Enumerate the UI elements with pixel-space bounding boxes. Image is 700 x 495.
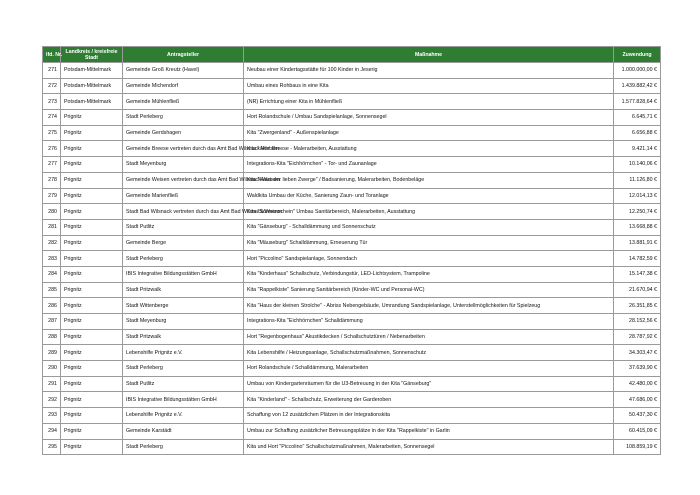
cell-massnahme: Hort "Regenbogenhaus" Akustikdecken / Schallschutztüren / Nebenarbeiten xyxy=(244,329,614,345)
cell-nr: 274 xyxy=(43,110,61,126)
cell-antragsteller: Stadt Putlitz xyxy=(123,219,244,235)
cell-zuwendung: 14.782,59 € xyxy=(614,251,661,267)
cell-massnahme: Kita und Hort "Piccolino" Schallschutzmaßnahmen, Malerarbeiten, Sonnensegel xyxy=(244,439,614,455)
cell-massnahme: Kita Lebenshilfe / Heizungsanlage, Schallschutzmaßnahmen, Sonnenschutz xyxy=(244,345,614,361)
cell-antragsteller: Stadt Pritzwalk xyxy=(123,329,244,345)
cell-massnahme: Kita "Haus der kleinen Strolche" - Abriss Nebengebäude, Umrandung Sandspielanlage, Unterstellmöglichkeiten für Spielzeug xyxy=(244,298,614,314)
cell-antragsteller: Stadt Perleberg xyxy=(123,251,244,267)
cell-landkreis: Prignitz xyxy=(61,141,123,157)
cell-landkreis: Prignitz xyxy=(61,408,123,424)
cell-antragsteller: Gemeinde Karstädt xyxy=(123,423,244,439)
cell-antragsteller: Stadt Wittenberge xyxy=(123,298,244,314)
cell-nr: 273 xyxy=(43,94,61,110)
cell-landkreis: Prignitz xyxy=(61,329,123,345)
cell-zuwendung: 12.250,74 € xyxy=(614,204,661,220)
table-row xyxy=(43,314,661,330)
cell-massnahme: Kita "Rappelkiste" Sanierung Sanitärbereich (Kinder-WC und Personal-WC) xyxy=(244,282,614,298)
funding-table xyxy=(42,46,661,455)
cell-nr: 293 xyxy=(43,408,61,424)
table-row xyxy=(43,282,661,298)
cell-nr: 294 xyxy=(43,423,61,439)
cell-landkreis: Prignitz xyxy=(61,345,123,361)
cell-zuwendung: 47.686,00 € xyxy=(614,392,661,408)
cell-landkreis: Prignitz xyxy=(61,282,123,298)
cell-zuwendung: 12.014,13 € xyxy=(614,188,661,204)
cell-zuwendung: 9.421,14 € xyxy=(614,141,661,157)
cell-landkreis: Prignitz xyxy=(61,266,123,282)
table-row xyxy=(43,329,661,345)
cell-nr: 295 xyxy=(43,439,61,455)
cell-nr: 280 xyxy=(43,204,61,220)
cell-nr: 285 xyxy=(43,282,61,298)
cell-zuwendung: 108.859,19 € xyxy=(614,439,661,455)
cell-nr: 279 xyxy=(43,188,61,204)
cell-nr: 276 xyxy=(43,141,61,157)
cell-zuwendung: 50.437,30 € xyxy=(614,408,661,424)
cell-zuwendung: 34.303,47 € xyxy=(614,345,661,361)
cell-nr: 288 xyxy=(43,329,61,345)
cell-massnahme: Umbau eines Rohbaus in eine Kita xyxy=(244,78,614,94)
cell-massnahme: Neubau einer Kindertagsstätte für 100 Kinder in Jeserig xyxy=(244,63,614,79)
cell-landkreis: Potsdam-Mittelmark xyxy=(61,94,123,110)
cell-nr: 289 xyxy=(43,345,61,361)
cell-massnahme: (NR) Errichtung einer Kita in Mühlenfließ xyxy=(244,94,614,110)
cell-antragsteller: Gemeinde Groß Kreutz (Havel) xyxy=(123,63,244,79)
cell-massnahme: Kita "Mäuseburg" Schalldämmung, Erneuerung Tür xyxy=(244,235,614,251)
table-row xyxy=(43,110,661,126)
cell-massnahme: Kita "Zwergenland" - Außenspielanlage xyxy=(244,125,614,141)
cell-antragsteller: Gemeinde Gerdshagen xyxy=(123,125,244,141)
cell-massnahme: Kita "Sonnenschein" Umbau Sanitärbereich, Malerarbeiten, Ausstattung xyxy=(244,204,614,220)
cell-landkreis: Prignitz xyxy=(61,314,123,330)
cell-zuwendung: 13.881,91 € xyxy=(614,235,661,251)
table-row xyxy=(43,408,661,424)
cell-massnahme: Hort "Piccolino" Sandspielanlage, Sonnendach xyxy=(244,251,614,267)
cell-landkreis: Prignitz xyxy=(61,361,123,377)
table-row xyxy=(43,188,661,204)
cell-zuwendung: 15.147,38 € xyxy=(614,266,661,282)
header-massnahme: Maßnahme xyxy=(244,47,614,63)
cell-landkreis: Prignitz xyxy=(61,235,123,251)
cell-massnahme: Kita "Gänseburg" - Schalldämmung und Sonnenschutz xyxy=(244,219,614,235)
cell-nr: 283 xyxy=(43,251,61,267)
table-row xyxy=(43,439,661,455)
cell-nr: 281 xyxy=(43,219,61,235)
cell-zuwendung: 13.668,88 € xyxy=(614,219,661,235)
cell-zuwendung: 42.480,00 € xyxy=(614,376,661,392)
cell-antragsteller: IBIS Integrative Bildungsstätten GmbH xyxy=(123,392,244,408)
header-zuwendung: Zuwendung xyxy=(614,47,661,63)
table-header xyxy=(43,47,661,63)
cell-nr: 287 xyxy=(43,314,61,330)
cell-nr: 286 xyxy=(43,298,61,314)
table-row xyxy=(43,78,661,94)
cell-landkreis: Prignitz xyxy=(61,110,123,126)
cell-antragsteller: Gemeinde Breese vertreten durch das Amt Bad Wilsnack/Weisen xyxy=(123,141,244,157)
cell-zuwendung: 26.351,85 € xyxy=(614,298,661,314)
cell-antragsteller: Lebenshilfe Prignitz e.V. xyxy=(123,408,244,424)
cell-zuwendung: 11.126,80 € xyxy=(614,172,661,188)
cell-landkreis: Prignitz xyxy=(61,157,123,173)
cell-landkreis: Prignitz xyxy=(61,423,123,439)
cell-nr: 271 xyxy=(43,63,61,79)
cell-nr: 272 xyxy=(43,78,61,94)
cell-massnahme: Kita "Kinderland" - Schallschutz, Erweiterung der Garderoben xyxy=(244,392,614,408)
cell-massnahme: Umbau zur Schaffung zusätzlicher Betreuungsplätze in der Kita "Rappelkiste" in Garlin xyxy=(244,423,614,439)
cell-antragsteller: Gemeinde Weisen vertreten durch das Amt Bad Wilsnack/Weisen xyxy=(123,172,244,188)
cell-landkreis: Prignitz xyxy=(61,204,123,220)
table-row xyxy=(43,298,661,314)
table-row xyxy=(43,63,661,79)
cell-zuwendung: 21.670,94 € xyxy=(614,282,661,298)
cell-landkreis: Prignitz xyxy=(61,251,123,267)
table-row xyxy=(43,219,661,235)
header-row xyxy=(43,47,661,63)
cell-massnahme: Kita "Haus der lieben Zwerge" / Badsanierung, Malerarbeiten, Bodenbeläge xyxy=(244,172,614,188)
table-row xyxy=(43,204,661,220)
cell-zuwendung: 37.639,90 € xyxy=(614,361,661,377)
cell-massnahme: Hort Rolandschule / Schalldämmung, Malerarbeiten xyxy=(244,361,614,377)
cell-landkreis: Prignitz xyxy=(61,439,123,455)
cell-antragsteller: Gemeinde Marienfließ xyxy=(123,188,244,204)
table-row xyxy=(43,172,661,188)
cell-antragsteller: IBIS Integrative Bildungsstätten GmbH xyxy=(123,266,244,282)
cell-landkreis: Potsdam-Mittelmark xyxy=(61,78,123,94)
cell-landkreis: Prignitz xyxy=(61,392,123,408)
cell-zuwendung: 1.000.000,00 € xyxy=(614,63,661,79)
cell-nr: 277 xyxy=(43,157,61,173)
cell-antragsteller: Stadt Perleberg xyxy=(123,439,244,455)
cell-antragsteller: Gemeinde Michendorf xyxy=(123,78,244,94)
cell-zuwendung: 1.439.882,42 € xyxy=(614,78,661,94)
cell-massnahme: Integrations-Kita "Eichhörnchen" Schalldämmung xyxy=(244,314,614,330)
cell-landkreis: Potsdam-Mittelmark xyxy=(61,63,123,79)
cell-nr: 291 xyxy=(43,376,61,392)
table-body xyxy=(43,63,661,455)
header-nr: lfd. Nr. xyxy=(43,47,61,63)
table-row xyxy=(43,157,661,173)
cell-massnahme: Integrations-Kita "Eichhörnchen" - Tor- und Zaunanlage xyxy=(244,157,614,173)
cell-antragsteller: Stadt Putlitz xyxy=(123,376,244,392)
cell-antragsteller: Stadt Pritzwalk xyxy=(123,282,244,298)
cell-nr: 275 xyxy=(43,125,61,141)
table-row xyxy=(43,141,661,157)
cell-nr: 292 xyxy=(43,392,61,408)
cell-zuwendung: 28.787,92 € xyxy=(614,329,661,345)
cell-antragsteller: Stadt Meyenburg xyxy=(123,157,244,173)
cell-nr: 284 xyxy=(43,266,61,282)
cell-landkreis: Prignitz xyxy=(61,125,123,141)
cell-landkreis: Prignitz xyxy=(61,188,123,204)
cell-antragsteller: Lebenshilfe Prignitz e.V. xyxy=(123,345,244,361)
cell-landkreis: Prignitz xyxy=(61,219,123,235)
cell-massnahme: Umbau von Kindergartenräumen für die U3-Betreuung in der Kita "Gänseburg" xyxy=(244,376,614,392)
cell-massnahme: Kita / Hort Breese - Malerarbeiten, Ausstattung xyxy=(244,141,614,157)
cell-antragsteller: Stadt Perleberg xyxy=(123,361,244,377)
cell-antragsteller: Stadt Meyenburg xyxy=(123,314,244,330)
cell-antragsteller: Stadt Bad Wilsnack vertreten durch das Amt Bad Wilsnack/Weisen xyxy=(123,204,244,220)
table-row xyxy=(43,266,661,282)
table-row xyxy=(43,235,661,251)
cell-antragsteller: Gemeinde Mühlenfließ xyxy=(123,94,244,110)
cell-nr: 282 xyxy=(43,235,61,251)
cell-zuwendung: 28.152,56 € xyxy=(614,314,661,330)
cell-landkreis: Prignitz xyxy=(61,376,123,392)
cell-zuwendung: 10.140,06 € xyxy=(614,157,661,173)
table-row xyxy=(43,125,661,141)
header-landkreis: Landkreis / kreisfreie Stadt xyxy=(61,47,123,63)
table-row xyxy=(43,361,661,377)
cell-zuwendung: 60.415,09 € xyxy=(614,423,661,439)
cell-nr: 278 xyxy=(43,172,61,188)
table-row xyxy=(43,345,661,361)
cell-massnahme: Hort Rolandschule / Umbau Sandspielanlage, Sonnensegel xyxy=(244,110,614,126)
cell-landkreis: Prignitz xyxy=(61,172,123,188)
cell-zuwendung: 6.645,71 € xyxy=(614,110,661,126)
table-row xyxy=(43,94,661,110)
cell-zuwendung: 1.577.828,64 € xyxy=(614,94,661,110)
cell-massnahme: Kita "Kinderhaus" Schallschutz, Verbindungstür, LED-Lichtsystem, Trampoline xyxy=(244,266,614,282)
table-row xyxy=(43,423,661,439)
cell-landkreis: Prignitz xyxy=(61,298,123,314)
table-row xyxy=(43,251,661,267)
cell-antragsteller: Gemeinde Berge xyxy=(123,235,244,251)
table-row xyxy=(43,376,661,392)
cell-massnahme: Waldkita Umbau der Küche, Sanierung Zaun- und Toranlage xyxy=(244,188,614,204)
table-row xyxy=(43,392,661,408)
cell-zuwendung: 6.656,88 € xyxy=(614,125,661,141)
cell-antragsteller: Stadt Perleberg xyxy=(123,110,244,126)
header-antragsteller: Antragsteller xyxy=(123,47,244,63)
cell-massnahme: Schaffung von 12 zusätzlichen Plätzen in der Integrationskita xyxy=(244,408,614,424)
cell-nr: 290 xyxy=(43,361,61,377)
